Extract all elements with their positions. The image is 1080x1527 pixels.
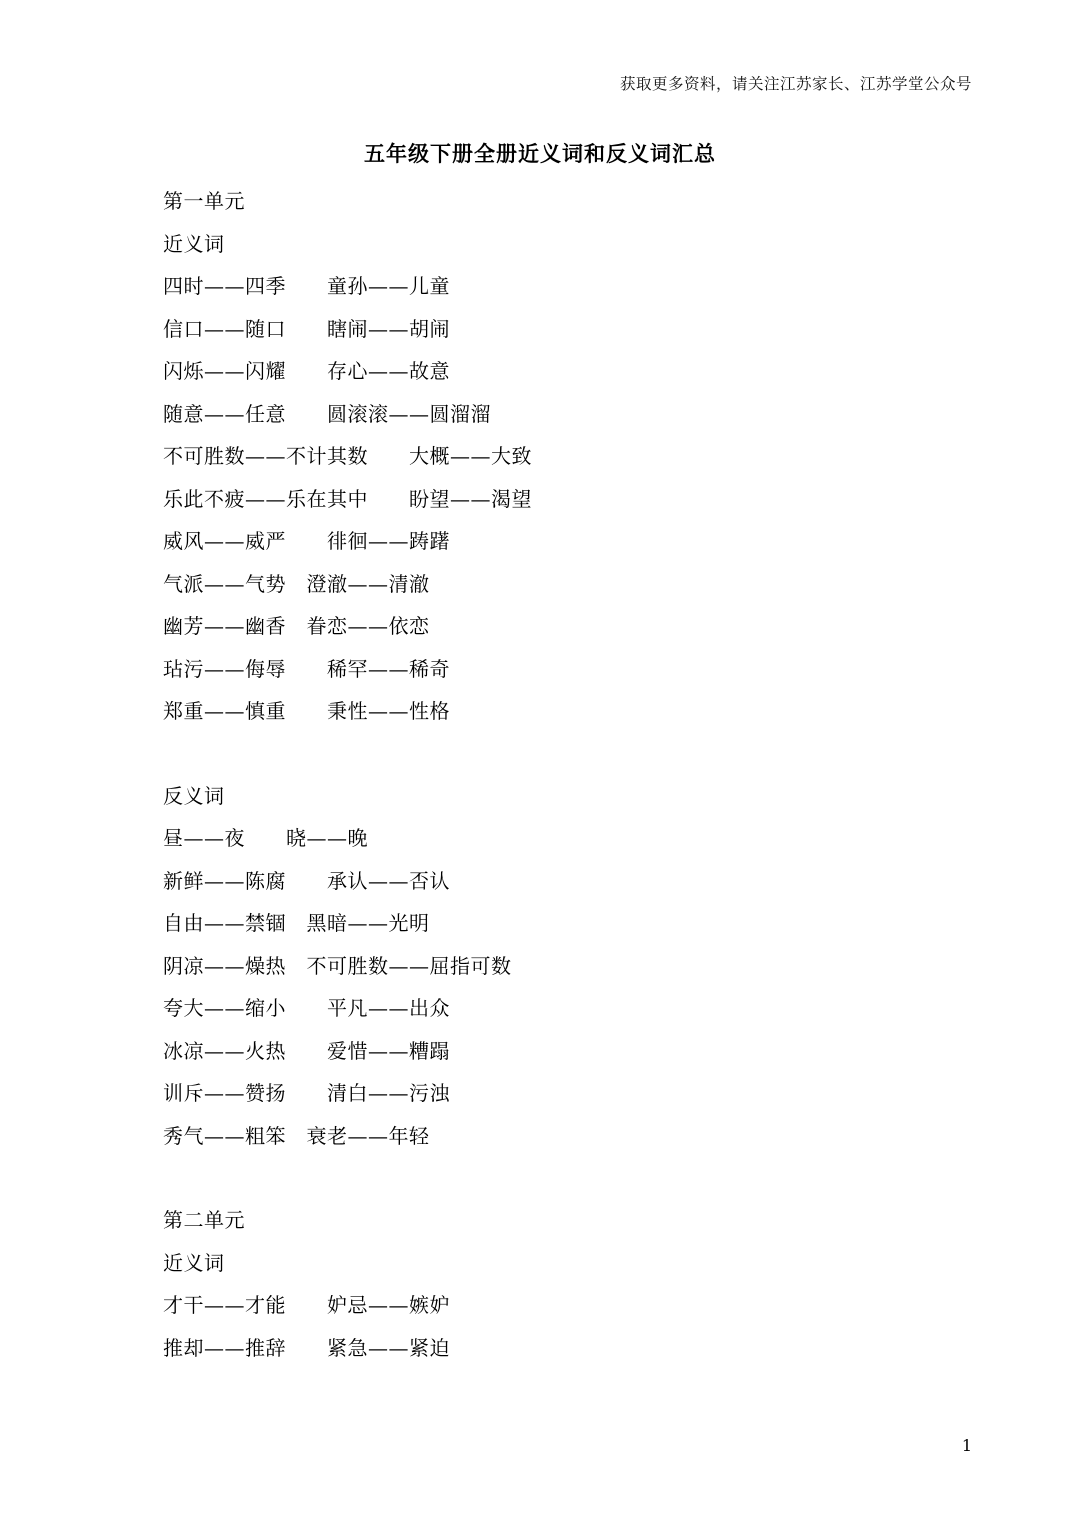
- word-pair-line: 不可胜数——不计其数 大概——大致: [163, 444, 532, 468]
- word-pair-line: 信口——随口 瞎闹——胡闹: [163, 316, 450, 341]
- word-pair-line: 才干——才能 妒忌——嫉妒: [163, 1293, 450, 1317]
- word-pair-line: 郑重——慎重 秉性——性格: [163, 699, 450, 723]
- word-pair-line: 阴凉——燥热 不可胜数——屈指可数: [163, 953, 512, 978]
- word-pair-line: 玷污——侮辱 稀罕——稀奇: [163, 656, 450, 681]
- word-pair-line: 随意——任意 圆滚滚——圆溜溜: [163, 401, 491, 426]
- word-pair-line: 训斥——赞扬 清白——污浊: [163, 1081, 450, 1105]
- word-pair-line: 新鲜——陈腐 承认——否认: [163, 868, 450, 893]
- page-header-note: 获取更多资料，请关注江苏家长、江苏学堂公众号: [619, 75, 972, 93]
- section-heading: 近义词: [163, 1250, 225, 1275]
- word-pair-line: 冰凉——火热 爱惜——糟蹋: [163, 1038, 450, 1063]
- word-pair-line: 气派——气势 澄澈——清澈: [163, 571, 430, 596]
- page-number: 1: [961, 1436, 972, 1455]
- paragraph-spacer: [163, 1157, 953, 1199]
- word-pair-line: 自由——禁锢 黑暗——光明: [163, 911, 430, 935]
- word-pair-line: 闪烁——闪耀 存心——故意: [163, 359, 450, 383]
- document-body: [163, 180, 953, 1369]
- section-heading: 第一单元: [163, 189, 245, 213]
- section-heading: 近义词: [163, 231, 225, 256]
- word-pair-line: 四时——四季 童孙——儿童: [163, 274, 450, 298]
- paragraph-spacer: [163, 733, 953, 775]
- word-pair-line: 威风——威严 徘徊——踌躇: [163, 529, 450, 553]
- word-pair-line: 秀气——粗笨 衰老——年轻: [163, 1123, 430, 1148]
- section-heading: 反义词: [163, 783, 225, 808]
- word-pair-line: 幽芳——幽香 眷恋——依恋: [163, 614, 430, 638]
- page-title: 五年级下册全册近义词和反义词汇总: [364, 141, 716, 166]
- word-pair-line: 乐此不疲——乐在其中 盼望——渴望: [163, 486, 532, 511]
- section-heading: 第二单元: [163, 1208, 245, 1232]
- word-pair-line: 推却——推辞 紧急——紧迫: [163, 1335, 450, 1360]
- word-pair-line: 夸大——缩小 平凡——出众: [163, 996, 450, 1020]
- word-pair-line: 昼——夜 晓——晚: [163, 826, 368, 850]
